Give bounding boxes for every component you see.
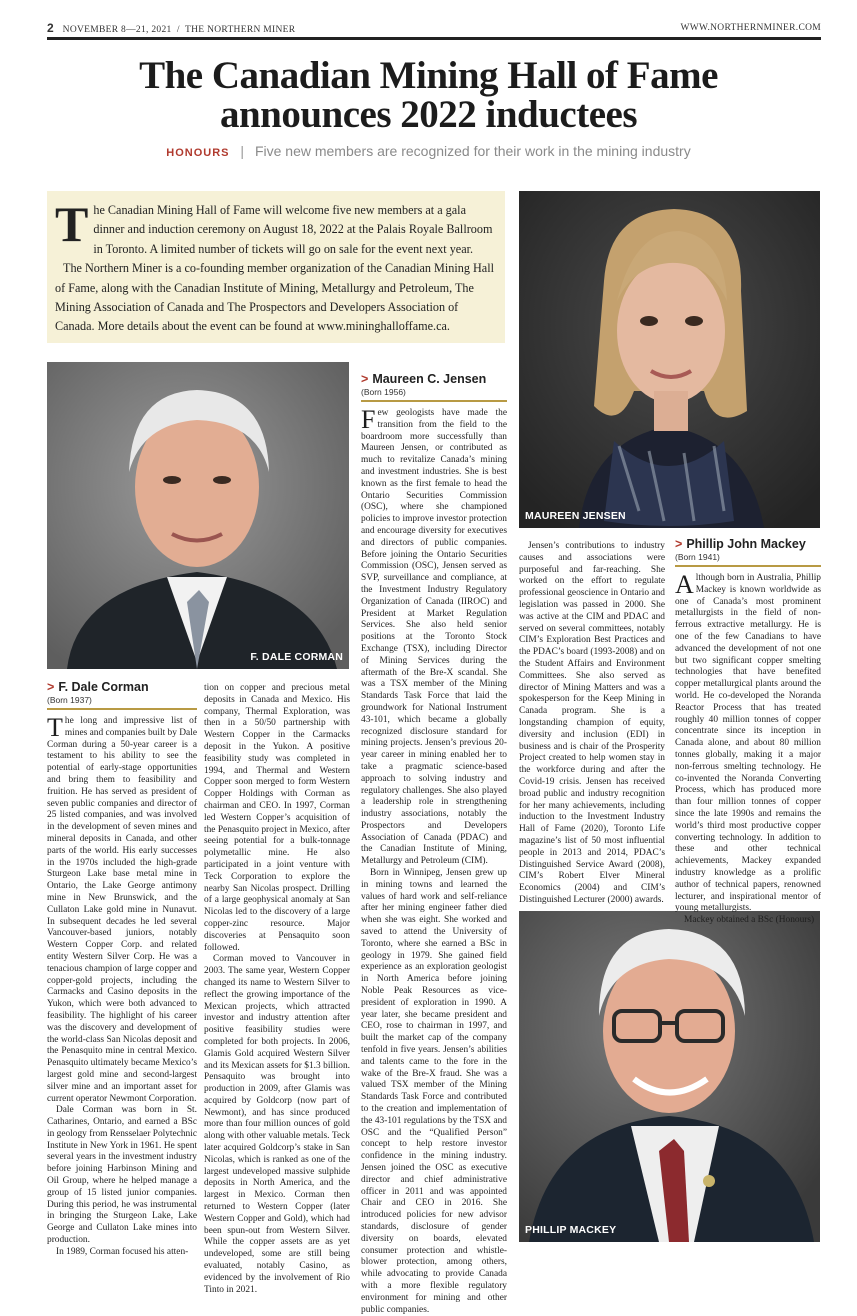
corman-name: > F. Dale Corman: [47, 680, 149, 694]
corman-portrait-illustration: [47, 362, 349, 669]
jensen-paragraph-2: Born in Winnipeg, Jensen grew up in mining towns and learned the values of hard work and self-reliance after her mining engineer father died when she was eight. She worked and saved to attend the University of Toronto, where she earned a BSc in geology in 1979. She gained field experience as an exploration geologist in North America before joining Noble Peak Resources as vice-president of exploration in 1990. A year later, she became president and CEO, rose to chairman in 1997, and built the market cap of the company tenfold in five years. Jensen’s abilities and talents came to the fore in the wake of the Bre-X fraud. She was a valued TSX member of the Mining Standards Task Force and contributed to the creation and implementation of the 43-101 regulations by the TSX and OSC and the “Qualified Person” concept to help restore investor confidence in the mining industry. Jensen joined the OSC as executive director and chief administrative officer in 2011 and was appointed Chair and CEO in 2016. She introduced policies for new advisor standards, disclosure of gender diversity on boards, elevated consumer protection and whistle-blower protection, among others, while advocating to provide Canada with a more flexible regulatory environment for mining and other public companies.: [361, 868, 507, 1315]
mackey-name-rule: [675, 565, 821, 567]
jensen-photo-caption: MAUREEN JENSEN: [525, 510, 626, 522]
page-number: 2: [47, 21, 54, 35]
section-kicker: HONOURS: [166, 147, 230, 159]
deck-text: Five new members are recognized for their work in the mining industry: [254, 143, 691, 159]
page-header-left: [47, 21, 295, 35]
corman-paragraph-4: tion on copper and precious metal deposits in Canada and Mexico. His company, Thermal Exploration, was then in a 50/50 partnership with Western Copper in the Carmacks deposit in the Yukon. A positive feasibility study was completed in 1994, and Thermal and Western Copper soon merged to form Western Copper Holdings with Corman as chairman and CEO. In 1997, Corman led Western Copper’s acquisition of the Penasquito project in Mexico, after seeing potential for a bulk-tonnage polymetallic mine. He also participated in a joint venture with Teck Corporation to explore the nearby San Nicolas prospect. Drilling of a large geophysical anomaly at San Nicolas led to the discovery of a large copper-zinc resource. Major discoveries at Pensaquito soon followed.: [204, 683, 350, 953]
corman-paragraph-5: Corman moved to Vancouver in 2003. The same year, Western Copper changed its name to Western Silver to reflect the growing importance of the Mexican projects, which attracted investor and industry attention after positive feasibility studies were completed for both projects. In 2006, Glamis Gold acquired Western Silver and its Mexican assets for $1.3 billion. Pensaquito was brought into production in 2009, after Glamis was acquired by Goldcorp (now part of Newmont), and has since produced more than four million ounces of gold along with other valuable metals. Teck later acquired Goldcorp’s stake in San Nicolas, which is ranked as one of the largest undeveloped massive sulphide deposits in North America, and the largest in Mexico. Corman then returned to Western Copper (later Western Copper and Gold), which had been spun-out from Western Silver. While the copper assets are as yet undeveloped, some are still being evaluated, notably Casino, as evidenced by the involvement of Rio Tinto in 2021.: [204, 954, 350, 1295]
jensen-name-rule: [361, 400, 507, 402]
corman-born: (Born 1937): [47, 695, 92, 705]
intro-box: [47, 191, 505, 343]
mackey-photo-caption: PHILLIP MACKEY: [525, 1224, 617, 1236]
headline-line-2: announces 2022 inductees: [219, 93, 638, 136]
jensen-name: > Maureen C. Jensen: [361, 372, 487, 386]
jensen-column-1: [361, 405, 507, 1316]
mackey-paragraph-2: Mackey obtained a BSc (Honours): [684, 915, 815, 926]
corman-paragraph-3: In 1989, Corman focused his atten-: [56, 1246, 189, 1257]
mackey-column-1: [675, 570, 821, 927]
issue-date: NOVEMBER 8—21, 2021 / THE NORTHERN MINER: [62, 25, 296, 35]
photo-dale-corman: [47, 362, 349, 669]
deck: [40, 143, 817, 159]
intro-paragraph-1: he Canadian Mining Hall of Fame will welcome five new members at a gala dinner and induction ceremony on August 18, 2022 at the Palais Royale Ballroom in Toronto. A limited number of tickets will go on sale for the event next year.: [93, 203, 493, 256]
header-divider: [47, 37, 821, 40]
mackey-born: (Born 1941): [675, 552, 720, 562]
headline: [40, 56, 817, 134]
mackey-name: > Phillip John Mackey: [675, 537, 806, 551]
corman-paragraph-1: The long and impressive list of mines and companies built by Dale Corman during a 50-year career is a testament to his ability to see the potential of early-stage opportunities and bring them to feasibility and fruition. He has served as president of seven public companies and director of 25 listed companies, and was involved in the development of seven mines and mineral deposits in Canada, and other parts of the world. His early successes in the 1970s included the high-grade Sturgeon Lake base metal mine in Ontario, the Lake George antimony mine in New Brunswick, and the Cullaton Lake gold mine in Nunavut. In subsequent decades he led several Vancouver-based juniors, notably Western Copper Corp. and related entity Western Silver Corp. He was a tenacious champion of large copper and copper-gold projects, including the Carmacks and Casino deposits in the Yukon, which were both advanced to feasibility. The highlight of his career was the discovery and development of the world-class San Nicolas deposit and the Penasquito mine in central Mexico. Penasquito ultimately became Mexico’s largest gold mine and second-largest silver mine and an important asset for current operator Newmont Corporation.: [47, 713, 197, 1104]
photo-phillip-mackey: [519, 911, 820, 1242]
jensen-portrait-illustration: [519, 191, 820, 528]
deck-separator: |: [240, 143, 245, 159]
corman-name-rule: [47, 708, 197, 710]
jensen-paragraph-1: Few geologists have made the transition from the field to the boardroom more successfully than Maureen Jensen, or contributed as much to revitalize Canada’s mining and investment industries. She is best known as the first female to head the Ontario Securities Commission (OSC), where she championed policies to improve investor protection and encourage diversity for executives and directors of public companies. Before joining the Ontario Securities Commission (OSC), Jensen served as SVP, surveillance and compliance, at the Investment Industry Regulatory Organization of Canada (IIROC) and President at Market Regulation Services. She also held senior positions at the Toronto Stock Exchange (TSX), including Director of Mining Services during the aftermath of the Bre-X scandal. She was a TSX member of the Mining Standards Task Force that laid the groundwork for National Instrument 43-101, which became a globally recognized disclosure standard for mining projects. Jensen’s previous 20-year career in mining enabled her to take a pragmatic science-based approach to solving industry and regulatory challenges. She also played a leadership role in strengthening industry associations, notably the Prospectors and Developers Association of Canada (PDAC) and the Canadian Institute of Mining, Metallurgy and Petroleum (CIM).: [361, 405, 507, 867]
jensen-column-2: [519, 541, 665, 907]
photo-maureen-jensen: [519, 191, 820, 528]
mackey-portrait-illustration: [519, 911, 820, 1242]
corman-paragraph-2: Dale Corman was born in St. Catharines, Ontario, and earned a BSc in geology from Rensselaer Polytechnic Institute in New York in 1961. He spent several years in the investment industry before joining Harbinson Mining and Oil Group, where he helped manage a group of 15 listed junior companies. During this period, he was instrumental in bringing the Sturgeon Lake, Lake George and Cullaton Lake mines into production.: [47, 1105, 197, 1246]
headline-line-1: The Canadian Mining Hall of Fame: [139, 54, 718, 97]
jensen-born: (Born 1956): [361, 387, 406, 397]
website-url[interactable]: WWW.NORTHERNMINER.COM: [680, 23, 821, 33]
jensen-paragraph-3: Jensen’s contributions to industry causes and associations were purposeful and far-reaching. She worked on the effort to regulate professional geoscience in Ontario and legislation was passed in 2000. She was active at the CIM and PDAC and served on several committees, notably CIM’s Exploration Best Practices and the PDAC’s board (1993-2008) and on the Student Affairs and Environment Committees. She also served as director of Mining Matters and was a spokesperson for the Keep Mining in Canada program. She is a longstanding champion of equity, diversity and inclusion (EDI) in business and is chair of the Prosperity Project created to help women stay in the workforce during and after the Covid-19 crisis. Jensen has received broad public and industry recognition for her many achievements, including induction to the Investment Industry Hall of Fame (2020), Toronto Life magazine’s list of 50 most influential people in 2013 and 2014, PDAC’s Distinguished Service Award (2008), CIM’s Robert Elver Mineral Economics (2004) and CIM’s Distinguished Lecturer (2000) awards.: [519, 541, 665, 905]
intro-paragraph-2: The Northern Miner is a co-founding member organization of the Canadian Mining Hall of Fame, along with the Canadian Institute of Mining, Metallurgy and Petroleum, The Mining Association of Canada and The Prospectors and Developers Association of Canada. More details about the event can be found at www.mininghalloffame.ca.: [55, 261, 494, 334]
corman-photo-caption: F. DALE CORMAN: [250, 651, 343, 663]
corman-column-2: [204, 683, 350, 1296]
mackey-paragraph-1: Although born in Australia, Phillip Mackey is known worldwide as one of Canada’s most prominent metallurgists in the field of non-ferrous extractive metallurgy. He is one of the few Canadians to have advanced the development of not one but two significant copper smelting technologies that have benefited copper metallurgical plants around the world. He co-developed the Noranda Reactor Process that has treated roughly 40 million tonnes of copper concentrate since its inception in Canada alone, and about 80 million tonnes globally, making it a major non-ferrous smelting technology. He co-invented the Noranda Converting Process, which has produced more than four million tonnes of copper since the late 1990s and remains the world’s third most productive copper converting technology. In addition to these and other technical achievements, Mackey expanded industry knowledge as a prolific author of technical papers, renowned lecturer, and inspirational mentor of young metallurgists.: [675, 570, 821, 914]
corman-column-1: [47, 713, 197, 1259]
intro-drop-cap: T: [55, 196, 89, 252]
